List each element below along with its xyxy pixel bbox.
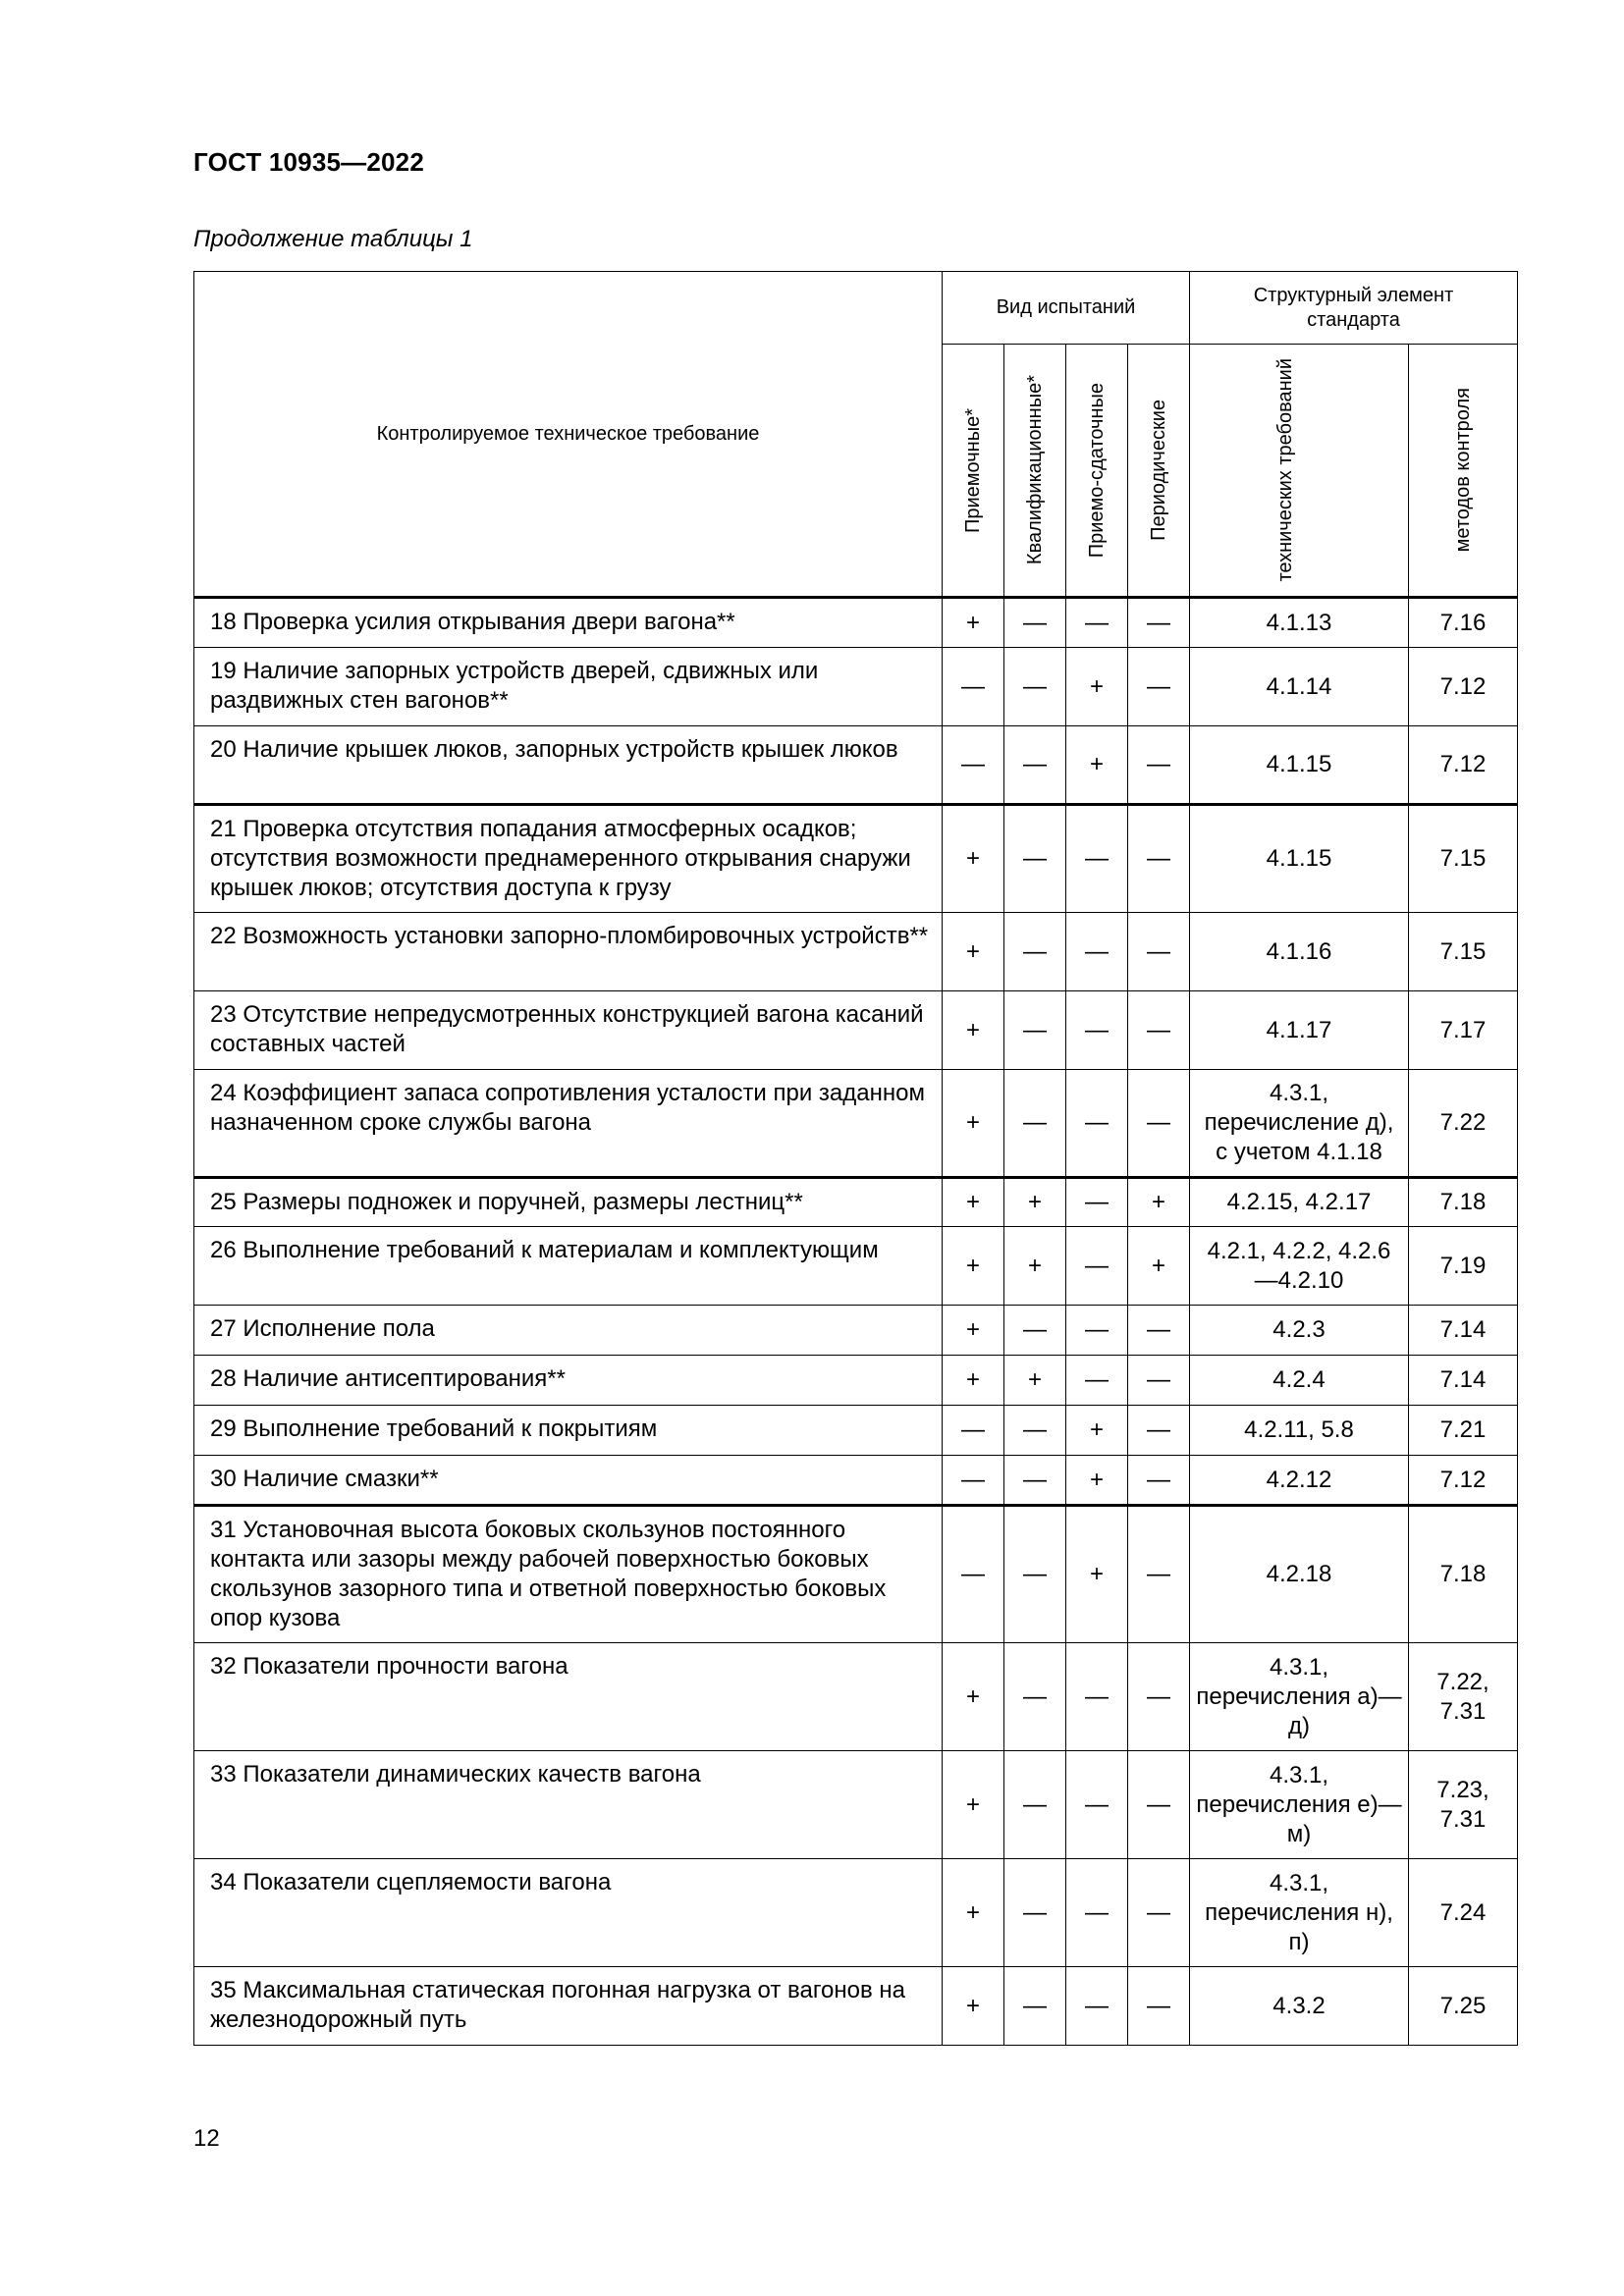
control-method-ref: 7.12 xyxy=(1409,648,1518,726)
test-mark-cell: — xyxy=(1004,1859,1066,1967)
test-mark-cell: + xyxy=(1004,1356,1066,1406)
test-mark-cell: — xyxy=(1128,805,1190,913)
requirement-cell: 22 Возможность установки запорно-пломбировочных устройств** xyxy=(194,913,943,991)
requirement-cell: 32 Показатели прочности вагона xyxy=(194,1643,943,1751)
test-mark-cell: + xyxy=(1066,1506,1128,1643)
requirement-cell: 28 Наличие антисептирования** xyxy=(194,1356,943,1406)
test-mark-cell: + xyxy=(1066,648,1128,726)
test-mark-cell: — xyxy=(1004,991,1066,1070)
test-mark-cell: — xyxy=(1066,1967,1128,2046)
control-method-ref: 7.24 xyxy=(1409,1859,1518,1967)
test-mark-cell: — xyxy=(1128,726,1190,805)
table-row xyxy=(194,726,1518,805)
test-mark-cell: — xyxy=(1066,598,1128,648)
test-mark-cell: — xyxy=(1128,598,1190,648)
test-mark-cell: + xyxy=(943,598,1004,648)
test-mark-cell: — xyxy=(1004,1643,1066,1751)
tech-requirement-ref: 4.3.1, перечисление д), с учетом 4.1.18 xyxy=(1190,1070,1409,1178)
test-mark-cell: + xyxy=(943,1178,1004,1227)
test-mark-cell: — xyxy=(943,648,1004,726)
tech-requirement-ref: 4.2.12 xyxy=(1190,1456,1409,1506)
header-control-methods: методов контроля xyxy=(1409,345,1518,598)
table-row xyxy=(194,1859,1518,1967)
test-mark-cell: — xyxy=(1004,648,1066,726)
requirement-cell: 34 Показатели сцепляемости вагона xyxy=(194,1859,943,1967)
test-mark-cell: + xyxy=(943,1751,1004,1859)
control-method-ref: 7.12 xyxy=(1409,726,1518,805)
requirement-cell: 27 Исполнение пола xyxy=(194,1306,943,1356)
requirement-cell: 21 Проверка отсутствия попадания атмосферных осадков; отсутствия возможности преднамеренного открывания снаружи крышек люков; отсутствия доступа к грузу xyxy=(194,805,943,913)
control-method-ref: 7.12 xyxy=(1409,1456,1518,1506)
table-row xyxy=(194,1070,1518,1178)
header-test-acceptance: Приемочные* xyxy=(943,345,1004,598)
requirement-cell: 23 Отсутствие непредусмотренных конструкцией вагона касаний составных частей xyxy=(194,991,943,1070)
test-mark-cell: — xyxy=(1128,1506,1190,1643)
test-mark-cell: — xyxy=(1128,1456,1190,1506)
test-mark-cell: — xyxy=(943,1456,1004,1506)
tech-requirement-ref: 4.2.1, 4.2.2, 4.2.6—4.2.10 xyxy=(1190,1227,1409,1306)
test-mark-cell: — xyxy=(1128,1751,1190,1859)
control-method-ref: 7.16 xyxy=(1409,598,1518,648)
control-method-ref: 7.14 xyxy=(1409,1356,1518,1406)
test-mark-cell: + xyxy=(943,1070,1004,1178)
table-row xyxy=(194,991,1518,1070)
table-row xyxy=(194,913,1518,991)
table-row xyxy=(194,805,1518,913)
tech-requirement-ref: 4.2.4 xyxy=(1190,1356,1409,1406)
header-requirement: Контролируемое техническое требование xyxy=(194,272,943,598)
tech-requirement-ref: 4.2.18 xyxy=(1190,1506,1409,1643)
test-mark-cell: — xyxy=(1128,913,1190,991)
control-method-ref: 7.18 xyxy=(1409,1506,1518,1643)
test-mark-cell: + xyxy=(943,1306,1004,1356)
control-method-ref: 7.25 xyxy=(1409,1967,1518,2046)
test-mark-cell: + xyxy=(943,913,1004,991)
tech-requirement-ref: 4.1.14 xyxy=(1190,648,1409,726)
table-caption: Продолжение таблицы 1 xyxy=(193,226,473,252)
test-mark-cell: — xyxy=(1128,1356,1190,1406)
test-mark-cell: — xyxy=(1066,1751,1128,1859)
test-mark-cell: + xyxy=(1004,1178,1066,1227)
control-method-ref: 7.22, 7.31 xyxy=(1409,1643,1518,1751)
tech-requirement-ref: 4.1.16 xyxy=(1190,913,1409,991)
requirement-cell: 29 Выполнение требований к покрытиям xyxy=(194,1406,943,1456)
test-mark-cell: — xyxy=(1004,1306,1066,1356)
header-test-type: Вид испытаний xyxy=(943,272,1190,345)
control-method-ref: 7.23, 7.31 xyxy=(1409,1751,1518,1859)
test-mark-cell: + xyxy=(943,1227,1004,1306)
test-mark-cell: + xyxy=(943,1643,1004,1751)
tech-requirement-ref: 4.2.3 xyxy=(1190,1306,1409,1356)
page-number: 12 xyxy=(193,2125,220,2152)
test-mark-cell: — xyxy=(1004,1967,1066,2046)
test-mark-cell: — xyxy=(1004,1406,1066,1456)
test-mark-cell: + xyxy=(943,1356,1004,1406)
header-tech-requirements: технических требований xyxy=(1190,345,1409,598)
test-mark-cell: — xyxy=(1128,1859,1190,1967)
tech-requirement-ref: 4.1.13 xyxy=(1190,598,1409,648)
test-mark-cell: + xyxy=(943,1967,1004,2046)
table-row xyxy=(194,1751,1518,1859)
test-mark-cell: + xyxy=(943,1859,1004,1967)
test-mark-cell: — xyxy=(1128,648,1190,726)
table-row xyxy=(194,1643,1518,1751)
test-mark-cell: — xyxy=(1004,1506,1066,1643)
requirement-cell: 19 Наличие запорных устройств дверей, сдвижных или раздвижных стен вагонов** xyxy=(194,648,943,726)
header-test-acceptance-delivery: Приемо-сдаточные xyxy=(1066,345,1128,598)
test-mark-cell: — xyxy=(1128,1967,1190,2046)
header-test-periodic: Периодические xyxy=(1128,345,1190,598)
tech-requirement-ref: 4.3.2 xyxy=(1190,1967,1409,2046)
tech-requirement-ref: 4.2.15, 4.2.17 xyxy=(1190,1178,1409,1227)
table-row xyxy=(194,1967,1518,2046)
test-mark-cell: — xyxy=(1066,1306,1128,1356)
test-mark-cell: + xyxy=(943,991,1004,1070)
requirement-cell: 30 Наличие смазки** xyxy=(194,1456,943,1506)
requirement-cell: 31 Установочная высота боковых скользунов постоянного контакта или зазоры между рабочей поверхностью боковых скользунов зазорного типа и ответной поверхностью боковых опор кузова xyxy=(194,1506,943,1643)
test-mark-cell: + xyxy=(1128,1178,1190,1227)
tech-requirement-ref: 4.1.15 xyxy=(1190,726,1409,805)
requirements-table xyxy=(193,271,1518,2046)
test-mark-cell: — xyxy=(1066,1178,1128,1227)
table-row xyxy=(194,1356,1518,1406)
test-mark-cell: + xyxy=(1128,1227,1190,1306)
requirement-cell: 18 Проверка усилия открывания двери вагона** xyxy=(194,598,943,648)
requirement-cell: 33 Показатели динамических качеств вагона xyxy=(194,1751,943,1859)
test-mark-cell: — xyxy=(1004,1456,1066,1506)
table-row xyxy=(194,1456,1518,1506)
tech-requirement-ref: 4.3.1, перечисления н), п) xyxy=(1190,1859,1409,1967)
test-mark-cell: + xyxy=(1066,726,1128,805)
table-row xyxy=(194,648,1518,726)
test-mark-cell: — xyxy=(1004,913,1066,991)
test-mark-cell: — xyxy=(943,726,1004,805)
test-mark-cell: + xyxy=(1004,1227,1066,1306)
requirement-cell: 20 Наличие крышек люков, запорных устройств крышек люков xyxy=(194,726,943,805)
control-method-ref: 7.15 xyxy=(1409,805,1518,913)
table-row xyxy=(194,1227,1518,1306)
test-mark-cell: — xyxy=(1066,1227,1128,1306)
test-mark-cell: — xyxy=(1004,1070,1066,1178)
test-mark-cell: — xyxy=(1004,1751,1066,1859)
table-row xyxy=(194,1406,1518,1456)
test-mark-cell: — xyxy=(1066,991,1128,1070)
tech-requirement-ref: 4.3.1, перечисления а)—д) xyxy=(1190,1643,1409,1751)
control-method-ref: 7.14 xyxy=(1409,1306,1518,1356)
test-mark-cell: — xyxy=(1066,805,1128,913)
tech-requirement-ref: 4.3.1, перечисления е)—м) xyxy=(1190,1751,1409,1859)
test-mark-cell: — xyxy=(1004,726,1066,805)
test-mark-cell: + xyxy=(1066,1406,1128,1456)
control-method-ref: 7.21 xyxy=(1409,1406,1518,1456)
header-test-qualification: Квалификационные* xyxy=(1004,345,1066,598)
test-mark-cell: — xyxy=(1066,1643,1128,1751)
test-mark-cell: — xyxy=(1128,1643,1190,1751)
test-mark-cell: — xyxy=(1066,1356,1128,1406)
requirement-cell: 35 Максимальная статическая погонная нагрузка от вагонов на железнодорожный путь xyxy=(194,1967,943,2046)
document-title: ГОСТ 10935—2022 xyxy=(193,147,424,177)
test-mark-cell: — xyxy=(1004,805,1066,913)
table-row xyxy=(194,598,1518,648)
control-method-ref: 7.18 xyxy=(1409,1178,1518,1227)
test-mark-cell: — xyxy=(1066,1070,1128,1178)
test-mark-cell: + xyxy=(1066,1456,1128,1506)
test-mark-cell: — xyxy=(1128,1306,1190,1356)
control-method-ref: 7.17 xyxy=(1409,991,1518,1070)
test-mark-cell: — xyxy=(943,1406,1004,1456)
requirement-cell: 26 Выполнение требований к материалам и комплектующим xyxy=(194,1227,943,1306)
tech-requirement-ref: 4.1.17 xyxy=(1190,991,1409,1070)
test-mark-cell: — xyxy=(1066,913,1128,991)
control-method-ref: 7.15 xyxy=(1409,913,1518,991)
requirement-cell: 24 Коэффициент запаса сопротивления усталости при заданном назначенном сроке службы вагона xyxy=(194,1070,943,1178)
table-row xyxy=(194,1506,1518,1643)
control-method-ref: 7.22 xyxy=(1409,1070,1518,1178)
test-mark-cell: — xyxy=(1004,598,1066,648)
table-row xyxy=(194,1178,1518,1227)
test-mark-cell: — xyxy=(1128,1070,1190,1178)
test-mark-cell: — xyxy=(1128,1406,1190,1456)
header-structural-element: Структурный элемент стандарта xyxy=(1190,272,1518,345)
test-mark-cell: — xyxy=(943,1506,1004,1643)
test-mark-cell: + xyxy=(943,805,1004,913)
test-mark-cell: — xyxy=(1066,1859,1128,1967)
tech-requirement-ref: 4.1.15 xyxy=(1190,805,1409,913)
test-mark-cell: — xyxy=(1128,991,1190,1070)
table-row xyxy=(194,1306,1518,1356)
tech-requirement-ref: 4.2.11, 5.8 xyxy=(1190,1406,1409,1456)
control-method-ref: 7.19 xyxy=(1409,1227,1518,1306)
requirement-cell: 25 Размеры подножек и поручней, размеры лестниц** xyxy=(194,1178,943,1227)
